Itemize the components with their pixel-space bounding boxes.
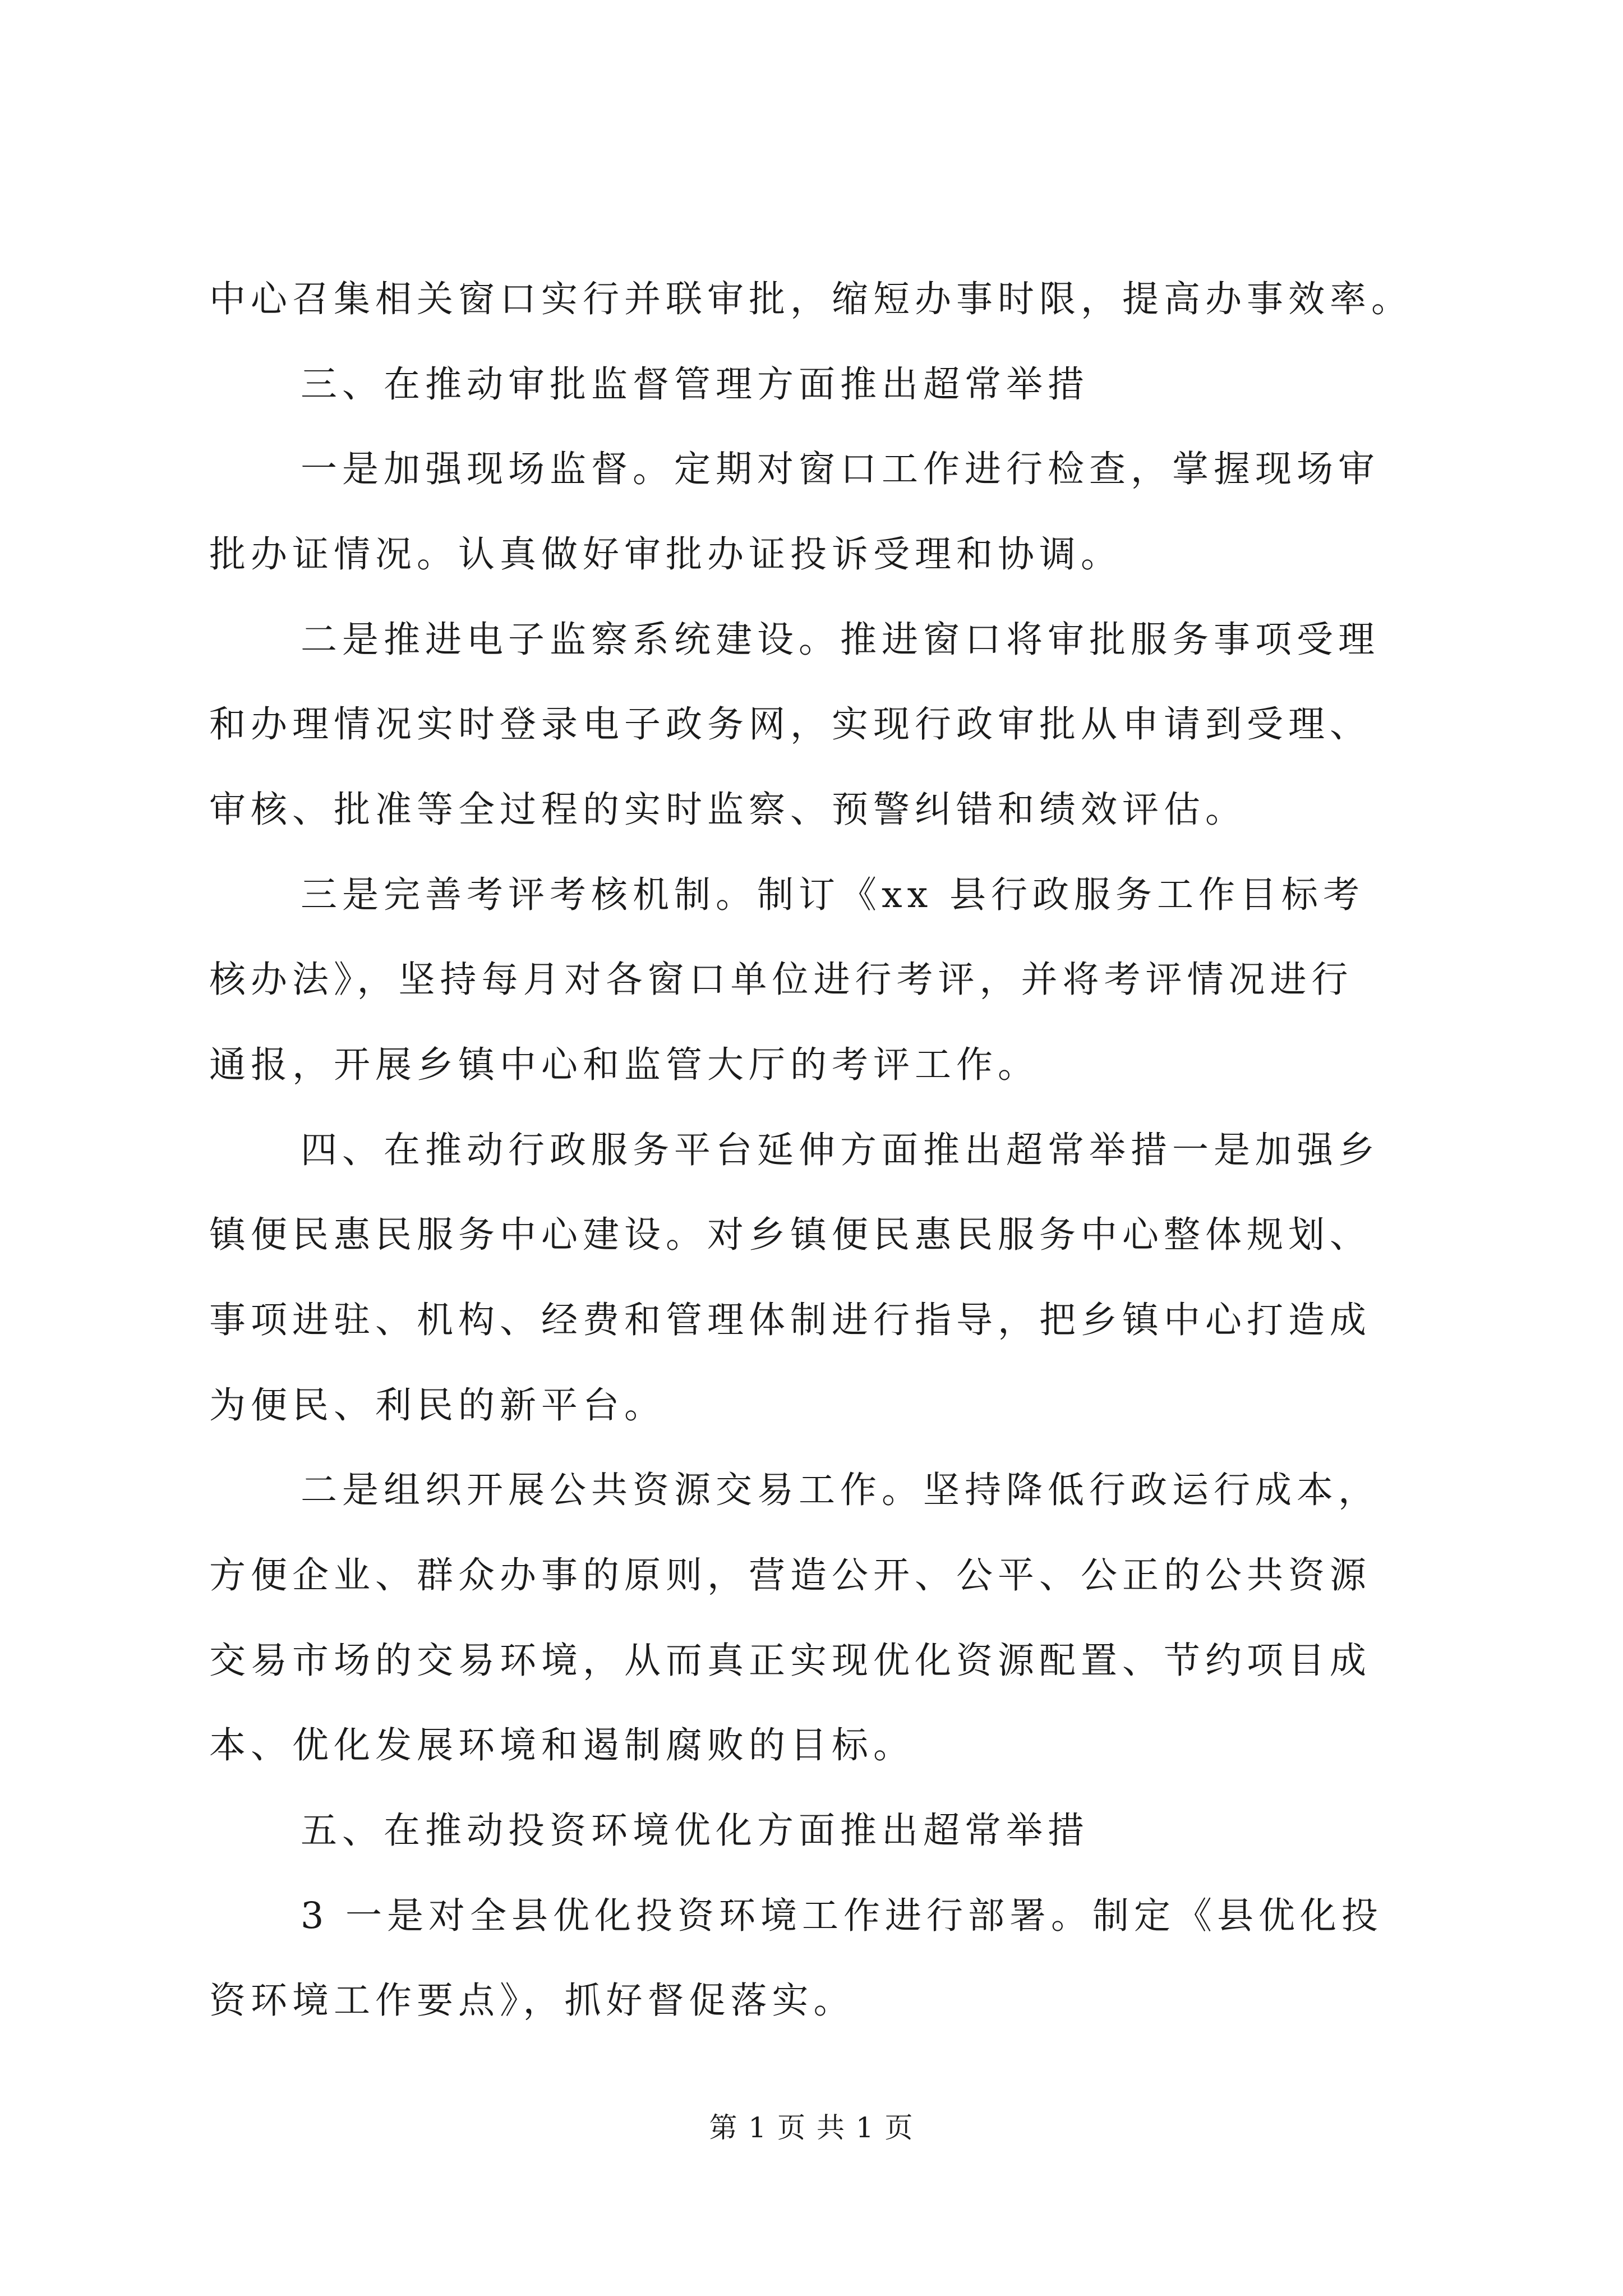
text-line-15: 二是组织开展公共资源交易工作。坚持降低行政运行成本， bbox=[301, 1469, 1380, 1511]
text-line-5: 二是推进电子监察系统建设。推进窗口将审批服务事项受理 bbox=[301, 619, 1380, 661]
section-heading-5: 五、在推动投资环境优化方面推出超常举措 bbox=[301, 1810, 1090, 1852]
text-line-8: 三是完善考评考核机制。制订《xx 县行政服务工作目标考 bbox=[301, 874, 1364, 916]
text-line-6: 和办理情况实时登录电子政务网，实现行政审批从申请到受理、 bbox=[209, 703, 1372, 746]
text-line-1: 中心召集相关窗口实行并联审批，缩短办事时限，提高办事效率。 bbox=[209, 278, 1413, 320]
text-line-20: 3 一是对全县优化投资环境工作进行部署。制定《县优化投 bbox=[301, 1895, 1384, 1937]
text-line-3: 一是加强现场监督。定期对窗口工作进行检查，掌握现场审 bbox=[301, 448, 1380, 490]
text-line-7: 审核、批准等全过程的实时监察、预警纠错和绩效评估。 bbox=[209, 789, 1247, 831]
text-line-16: 方便企业、群众办事的原则，营造公开、公平、公正的公共资源 bbox=[209, 1554, 1372, 1596]
text-line-18: 本、优化发展环境和遏制腐败的目标。 bbox=[209, 1724, 915, 1766]
text-line-21: 资环境工作要点》，抓好督促落实。 bbox=[209, 1980, 855, 2022]
text-line-4: 批办证情况。认真做好审批办证投诉受理和协调。 bbox=[209, 533, 1123, 576]
text-line-9: 核办法》，坚持每月对各窗口单位进行考评，并将考评情况进行 bbox=[209, 959, 1353, 1001]
section-heading-3: 三、在推动审批监督管理方面推出超常举措 bbox=[301, 364, 1090, 406]
text-line-13: 事项进驻、机构、经费和管理体制进行指导，把乡镇中心打造成 bbox=[209, 1299, 1372, 1341]
page-number-footer: 第 1 页 共 1 页 bbox=[709, 2111, 914, 2144]
text-line-14: 为便民、利民的新平台。 bbox=[209, 1384, 666, 1427]
text-line-10: 通报，开展乡镇中心和监管大厅的考评工作。 bbox=[209, 1044, 1040, 1086]
section-heading-4: 四、在推动行政服务平台延伸方面推出超常举措一是加强乡 bbox=[301, 1129, 1380, 1171]
text-line-12: 镇便民惠民服务中心建设。对乡镇便民惠民服务中心整体规划、 bbox=[209, 1214, 1372, 1256]
text-line-17: 交易市场的交易环境，从而真正实现优化资源配置、节约项目成 bbox=[209, 1640, 1372, 1682]
